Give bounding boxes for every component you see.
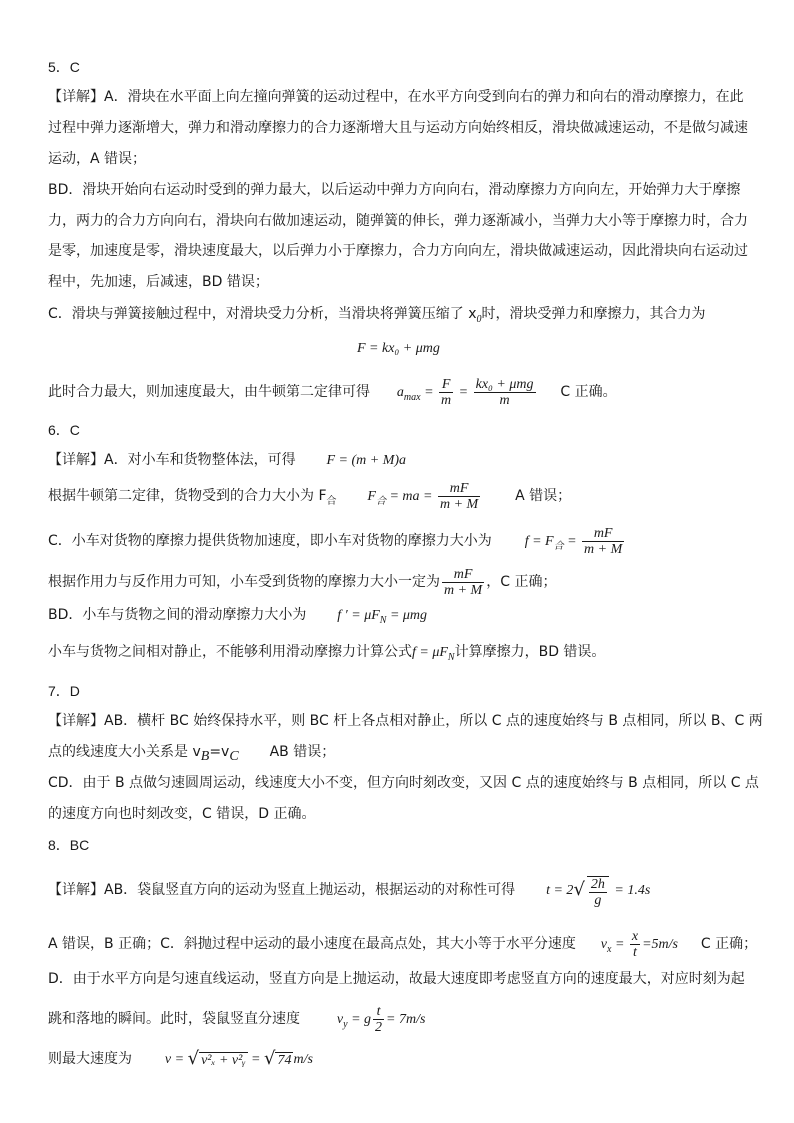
q5-option-bd-line3: 是零，加速度是零，滑块速度最大，以后弹力小于摩擦力，合力方向向左，滑块做减速运动，因此滑块向右运动过 [48,243,748,259]
q5-c2-text: 此时合力最大，则加速度最大，由牛顿第二定律可得 [48,384,370,400]
q6-equation-whole: F = (m + M)a [326,453,407,468]
q6-fraction-reaction: $\frac{mF}{m + M}$ [444,566,483,598]
q5-equation-force: F = kx₀ + μmg [357,341,440,356]
q6-bd2-end: 计算摩擦力，BD 错误。 [454,644,606,660]
q5-c-text: C．滑块与弹簧接触过程中，对滑块受力分析，当滑块将弹簧压缩了 x [48,306,477,322]
q6-option-a-line1 [48,451,406,470]
q5-option-c-line1 [48,305,706,329]
q7-option-cd-line2: 的速度方向也时刻改变，C 错误，D 正确。 [48,806,316,822]
q5-c-sub: 0 [476,313,482,325]
q8-option-d-line3: 则最大速度为 v = √ v²ₓ + v²ᵧ = √ 74 m/s [48,1048,313,1069]
q8-option-ab-line1: 【详解】AB．袋鼠竖直方向的运动为竖直上抛运动，根据运动的对称性可得 t = 2√ $\frac{2h}{g}$ = 1.4s [48,876,651,908]
q8-fraction-x-over-t: $\frac{x}{t}$ [631,928,639,960]
q6-a2-end: A 错误； [515,488,572,504]
q5-option-a-line1: 【详解】A．滑块在水平面上向左撞向弹簧的运动过程中，在水平方向受到向右的弹力和向右的滑动摩擦力，在此 [48,89,744,105]
q6-bd1-text: BD．小车与货物之间的滑动摩擦力大小为 [48,607,307,623]
q8-equation-time: t = 2√ $\frac{2h}{g}$ = 1.4s [546,876,651,908]
q6-equation-sliding-friction: f ′ = $\mu F_N = \mu mg$ [337,608,428,626]
q6-option-c-line1 [48,525,626,557]
q7-option-ab-line1: 【详解】AB．横杆 BC 始终保持水平，则 BC 杆上各点相对静止，所以 C 点的速度始终与 B 点相同，所以 B、C 两 [48,713,763,729]
q6-c1-text: C．小车对货物的摩擦力提供货物加速度，即小车对货物的摩擦力大小为 [48,533,492,549]
q6-c2-text: 根据作用力与反作用力可知，小车受到货物的摩擦力大小一定为 [48,574,440,590]
q8-equation-vy: $v_y = g$ [336,1012,372,1030]
q7-number: 7．D [48,683,80,699]
q5-c-text-end: 时，滑块受弹力和摩擦力，其合力为 [481,306,706,322]
q6-equation-friction-formula: $f = \mu F_N$ [412,645,455,663]
q8-option-d-line2: 跳和落地的瞬间。此时，袋鼠竖直分速度 $v_y = g$ $\frac{t}{2}$ = 7m/s [48,1003,426,1035]
q7-option-ab-line2: 点的线速度大小关系是 $v_B=v_C$ AB 错误； [48,744,336,764]
q6-option-c-line2 [48,566,556,598]
q5-option-a-line2: 过程中弹力逐渐增大，弹力和滑动摩擦力的合力逐渐增大且与运动方向始终相反，滑块做减速运动，不是做匀减速 [48,120,748,136]
q8-equation-max-speed: v = √ v²ₓ + v²ᵧ = √ 74 m/s [164,1048,313,1069]
q8-option-ab-line2: A 错误，B 正确；C．斜抛过程中运动的最小速度在最高点处，其大小等于水平分速度 $v_x$ = $\frac{x}{t}$ =5m/s C 正确； [48,928,758,960]
q6-a1-text: 【详解】A．对小车和货物整体法，可得 [48,452,296,468]
q5-amax: $a_{max}$ = [396,385,438,403]
q6-equation-friction: $f = F_合$ = [524,534,581,552]
q8-fraction-t-over-2: $\frac{t}{2}$ [375,1003,383,1035]
q6-a2-text: 根据牛顿第二定律，货物受到的合力大小为 F [48,488,327,504]
q5-number: 5．C [48,59,80,75]
q6-option-bd-line1 [48,606,427,630]
q6-bd2-text: 小车与货物之间相对静止，不能够利用滑动摩擦力计算公式 [48,644,412,660]
q5-option-c-line2: 此时合力最大，则加速度最大，由牛顿第二定律可得 $a_{max}$ = $\frac{F}{m}$ = $\frac{\text{kx₀ + μmg}}{m}$ C 正确。 [48,376,617,408]
q5-option-bd-line4: 程中，先加速，后减速，BD 错误； [48,274,269,290]
q5-option-a-line3: 运动，A 错误； [48,151,147,167]
q6-c2-end: ，C 正确； [486,574,557,590]
q6-option-bd-line2 [48,643,605,667]
q5-option-bd-line2: 力，两力的合力方向向右，滑块向右做加速运动，随弹簧的伸长，弹力逐渐减小，当弹力大小等于摩擦力时，合力 [48,213,748,229]
q7-option-cd-line1: CD．由于 B 点做匀速圆周运动，线速度大小不变，但方向时刻改变，又因 C 点的速度始终与 B 点相同，所以 C 点 [48,775,759,791]
q6-fraction-net: $\frac{mF}{m + M}$ [440,480,479,512]
q8-option-d-line1: D．由于水平方向是匀速直线运动，竖直方向是上抛运动，故最大速度即考虑竖直方向的速度最大，对应时刻为起 [48,971,745,987]
q6-option-a-line2: 根据牛顿第二定律，货物受到的合力大小为 $F_合$ $F_合$ = ma = $\frac{mF}{m + M}$ A 错误； [48,480,572,512]
q8-equation-vx: $v_x$ = [600,937,628,955]
q5-fraction-f-over-m: $\frac{F}{m}$ [441,376,452,408]
q6-number: 6．C [48,422,80,438]
q6-fraction-friction: $\frac{mF}{m + M}$ [584,525,623,557]
q5-fraction-kx-over-m: $\frac{\text{kx₀ + μmg}}{m}$ [475,376,534,408]
q8-number: 8．BC [48,837,90,853]
q6-equation-net-force: $F_合$ = ma = [367,489,436,507]
q5-c2-end: C 正确。 [560,384,617,400]
q5-option-bd-line1: BD．滑块开始向右运动时受到的弹力最大，以后运动中弹力方向向右，滑动摩擦力方向向左，开始弹力大于摩擦 [48,182,741,198]
